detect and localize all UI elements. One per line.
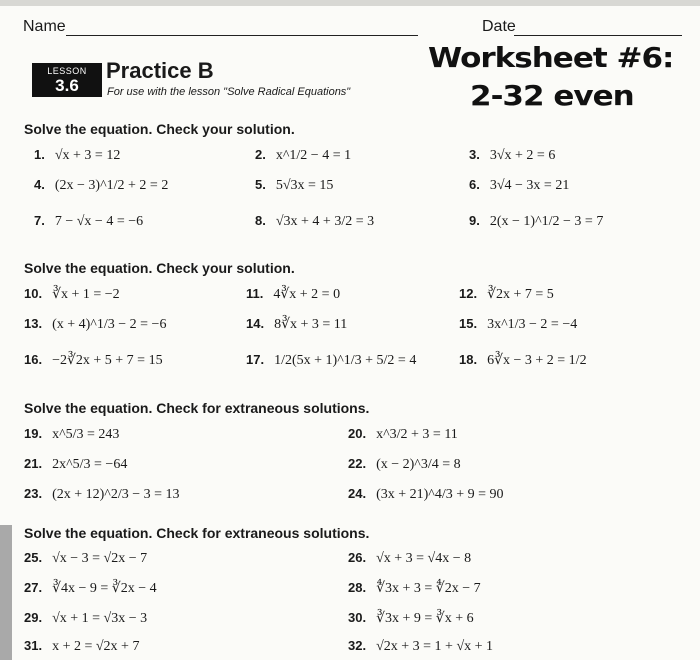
problem-19: 19. x^5/3 = 243 bbox=[24, 426, 120, 442]
lesson-number: 3.6 bbox=[55, 76, 79, 95]
problem-8: 8. √3x + 4 + 3/2 = 3 bbox=[255, 213, 375, 229]
page-subtitle: For use with the lesson "Solve Radical Equations" bbox=[107, 86, 351, 98]
page-title: Practice B bbox=[106, 58, 214, 83]
section-1-title: Solve the equation. Check your solution. bbox=[24, 121, 295, 137]
problem-23: 23. (2x + 12)^2/3 − 3 = 13 bbox=[24, 486, 180, 502]
problem-7: 7. 7 − √x − 4 = −6 bbox=[34, 213, 144, 229]
handwritten-note-line2: 2-32 even bbox=[470, 79, 634, 113]
problem-31: 31. x + 2 = √2x + 7 bbox=[24, 638, 140, 654]
problem-16: 16. −2∛2x + 5 + 7 = 15 bbox=[24, 352, 163, 368]
section-3-title: Solve the equation. Check for extraneous solutions. bbox=[24, 400, 370, 416]
problem-10: 10. ∛x + 1 = −2 bbox=[24, 286, 120, 302]
lesson-badge bbox=[32, 63, 102, 97]
problem-9: 9. 2(x − 1)^1/2 − 3 = 7 bbox=[469, 213, 604, 229]
problem-21: 21. 2x^5/3 = −64 bbox=[24, 456, 128, 472]
name-label: Name bbox=[23, 18, 66, 35]
problem-14: 14. 8∛x + 3 = 11 bbox=[246, 316, 348, 332]
lesson-word: LESSON bbox=[47, 66, 87, 76]
section-4-title: Solve the equation. Check for extraneous solutions. bbox=[24, 525, 370, 541]
problem-32: 32. √2x + 3 = 1 + √x + 1 bbox=[348, 638, 494, 654]
problem-17: 17. 1/2(5x + 1)^1/3 + 5/2 = 4 bbox=[246, 352, 417, 368]
problem-11: 11. 4∛x + 2 = 0 bbox=[246, 286, 341, 302]
problem-2: 2. x^1/2 − 4 = 1 bbox=[255, 147, 352, 163]
problem-28: 28. ∜3x + 3 = ∜2x − 7 bbox=[348, 580, 481, 596]
problem-20: 20. x^3/2 + 3 = 11 bbox=[348, 426, 458, 442]
problem-29: 29. √x + 1 = √3x − 3 bbox=[24, 610, 148, 626]
problem-15: 15. 3x^1/3 − 2 = −4 bbox=[459, 316, 578, 332]
problem-6: 6. 3√4 − 3x = 21 bbox=[469, 177, 570, 193]
problem-3: 3. 3√x + 2 = 6 bbox=[469, 147, 556, 163]
scan-top-strip bbox=[0, 0, 700, 6]
problem-26: 26. √x + 3 = √4x − 8 bbox=[348, 550, 472, 566]
problem-1: 1. √x + 3 = 12 bbox=[34, 147, 121, 163]
problem-30: 30. ∛3x + 9 = ∛x + 6 bbox=[348, 610, 474, 626]
date-label: Date bbox=[482, 18, 516, 35]
problem-5: 5. 5√3x = 15 bbox=[255, 177, 334, 193]
problem-4: 4. (2x − 3)^1/2 + 2 = 2 bbox=[34, 177, 169, 193]
problem-12: 12. ∛2x + 7 = 5 bbox=[459, 286, 554, 302]
problem-24: 24. (3x + 21)^4/3 + 9 = 90 bbox=[348, 486, 504, 502]
name-line bbox=[66, 35, 418, 36]
problem-27: 27. ∛4x − 9 = ∛2x − 4 bbox=[24, 580, 157, 596]
problem-13: 13. (x + 4)^1/3 − 2 = −6 bbox=[24, 316, 167, 332]
problem-25: 25. √x − 3 = √2x − 7 bbox=[24, 550, 148, 566]
problem-22: 22. (x − 2)^3/4 = 8 bbox=[348, 456, 461, 472]
problem-18: 18. 6∛x − 3 + 2 = 1/2 bbox=[459, 352, 587, 368]
handwritten-note-line1: Worksheet #6: bbox=[428, 41, 674, 75]
section-2-title: Solve the equation. Check your solution. bbox=[24, 260, 295, 276]
scan-left-edge bbox=[0, 525, 12, 660]
date-line bbox=[514, 35, 682, 36]
